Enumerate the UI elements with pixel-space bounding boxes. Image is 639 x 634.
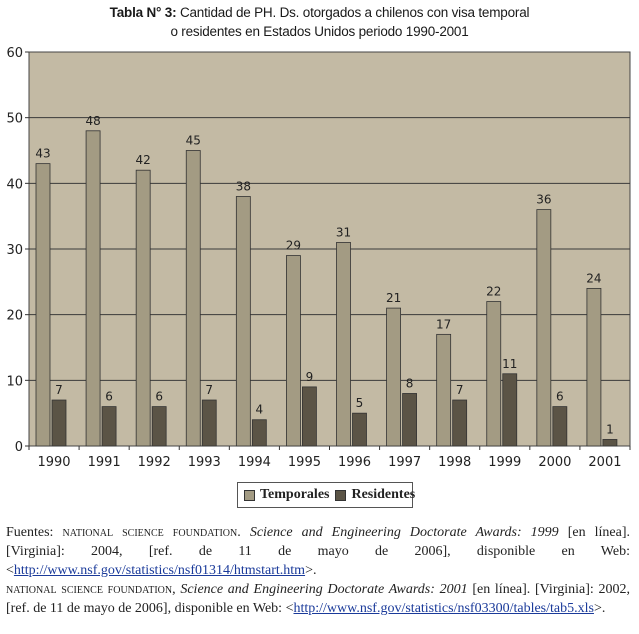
bar-residentes-1996 xyxy=(353,413,367,446)
source-1-org: national science foundation. xyxy=(62,525,241,540)
y-tick-label: 10 xyxy=(6,374,23,390)
bar-residentes-1995 xyxy=(302,387,316,446)
x-tick-label-2001: 2001 xyxy=(588,455,622,470)
data-label-temporales-1996: 31 xyxy=(335,225,352,240)
data-label-residentes-1996: 5 xyxy=(355,396,364,411)
legend-swatch-residentes xyxy=(335,490,346,501)
title-line1: Cantidad de PH. Ds. otorgados a chilenos con visa temporal xyxy=(179,5,530,20)
data-label-residentes-1993: 7 xyxy=(205,383,214,398)
x-tick-label-1994: 1994 xyxy=(237,455,271,470)
data-label-residentes-2001: 1 xyxy=(606,422,614,437)
y-tick-label: 60 xyxy=(6,46,23,61)
x-tick-label-1996: 1996 xyxy=(337,455,372,470)
chart-title xyxy=(0,3,639,41)
data-label-residentes-1995: 9 xyxy=(305,369,314,384)
x-tick-label-1998: 1998 xyxy=(438,455,472,470)
legend-item-residentes xyxy=(335,487,415,503)
data-label-residentes-1992: 6 xyxy=(155,389,163,404)
source-2 xyxy=(6,580,630,618)
bar-residentes-1992 xyxy=(152,407,166,446)
bar-residentes-1998 xyxy=(453,400,467,446)
bar-residentes-1991 xyxy=(102,407,116,446)
source-1-details: [en línea]. [Virginia]: 2004, [ref. de 11 de mayo de 2006], disponible en Web: < xyxy=(6,525,631,578)
bar-temporales-1997 xyxy=(387,308,401,446)
source-2-end: >. xyxy=(593,601,606,616)
bar-temporales-1995 xyxy=(286,256,300,446)
data-label-temporales-1990: 43 xyxy=(35,146,51,161)
bar-chart xyxy=(0,40,639,480)
data-label-residentes-1999: 11 xyxy=(502,356,518,371)
bar-temporales-2000 xyxy=(537,210,551,446)
data-label-temporales-1998: 17 xyxy=(436,317,452,332)
bar-temporales-2001 xyxy=(587,288,601,446)
data-label-residentes-1998: 7 xyxy=(455,383,464,398)
data-label-temporales-2000: 36 xyxy=(536,192,552,207)
bar-residentes-1990 xyxy=(52,400,66,446)
data-label-temporales-1992: 42 xyxy=(135,153,151,168)
source-1-end: >. xyxy=(305,563,317,578)
source-1 xyxy=(6,523,630,580)
data-label-residentes-1990: 7 xyxy=(55,383,63,398)
legend-label-residentes: Residentes xyxy=(351,487,416,502)
legend-item-temporales xyxy=(244,487,329,503)
x-tick-label-1990: 1990 xyxy=(37,455,71,470)
bar-temporales-1990 xyxy=(36,164,50,446)
data-label-temporales-1997: 21 xyxy=(385,291,402,306)
title-label: Tabla N° 3: xyxy=(109,5,177,20)
sources-prefix: Fuentes: xyxy=(6,525,54,540)
source-2-link[interactable]: http://www.nsf.gov/statistics/nsf03300/tables/tab5.xls xyxy=(293,601,594,616)
x-tick-label-1991: 1991 xyxy=(87,455,121,470)
bar-residentes-1994 xyxy=(252,420,266,446)
data-label-residentes-1994: 4 xyxy=(255,402,264,417)
bar-temporales-1994 xyxy=(236,196,250,446)
x-tick-label-1992: 1992 xyxy=(137,455,171,470)
bar-temporales-1999 xyxy=(487,302,501,446)
sources-note xyxy=(6,523,630,618)
data-label-temporales-1991: 48 xyxy=(85,113,101,128)
bar-temporales-1991 xyxy=(86,131,100,446)
bar-residentes-1993 xyxy=(202,400,216,446)
legend-swatch-temporales xyxy=(244,490,255,501)
source-2-title: Science and Engineering Doctorate Awards: 2001 xyxy=(180,582,468,597)
bar-temporales-1996 xyxy=(337,242,351,446)
data-label-temporales-1995: 29 xyxy=(285,238,302,253)
x-tick-label-1993: 1993 xyxy=(187,455,221,470)
data-label-residentes-1997: 8 xyxy=(405,376,414,391)
title-line2: o residentes en Estados Unidos periodo 1990-2001 xyxy=(170,24,469,39)
y-tick-label: 50 xyxy=(6,111,23,127)
bar-residentes-1997 xyxy=(403,393,417,446)
y-tick-label: 40 xyxy=(6,177,23,193)
bar-residentes-1999 xyxy=(503,374,517,446)
x-tick-label-2000: 2000 xyxy=(538,455,572,470)
source-1-link[interactable]: http://www.nsf.gov/statistics/nsf01314/htmstart.htm xyxy=(13,563,306,578)
x-tick-label-1995: 1995 xyxy=(287,455,322,470)
data-label-residentes-2000: 6 xyxy=(556,389,564,404)
bar-temporales-1998 xyxy=(437,334,451,446)
legend-label-temporales: Temporales xyxy=(260,487,330,502)
source-1-title: Science and Engineering Doctorate Awards: 1999 xyxy=(249,525,559,540)
bar-temporales-1993 xyxy=(186,151,200,447)
bar-temporales-1992 xyxy=(136,170,150,446)
y-tick-label: 0 xyxy=(14,440,23,455)
data-label-temporales-1994: 38 xyxy=(235,179,251,194)
bar-residentes-2000 xyxy=(553,407,567,446)
data-label-temporales-1999: 22 xyxy=(486,284,502,299)
data-label-residentes-1991: 6 xyxy=(105,389,113,404)
y-tick-label: 20 xyxy=(6,308,23,324)
source-2-org: national science foundation, xyxy=(6,582,176,597)
x-tick-label-1997: 1997 xyxy=(388,455,422,470)
chart-legend xyxy=(237,482,416,508)
y-tick-label: 30 xyxy=(6,243,23,258)
source-2-details: [en línea]. [Virginia]: 2002, [ref. de 11 de mayo de 2006], disponible en Web: < xyxy=(6,582,631,616)
bar-residentes-2001 xyxy=(603,439,617,446)
data-label-temporales-2001: 24 xyxy=(586,271,602,286)
data-label-temporales-1993: 45 xyxy=(185,133,201,148)
x-tick-label-1999: 1999 xyxy=(488,455,522,470)
